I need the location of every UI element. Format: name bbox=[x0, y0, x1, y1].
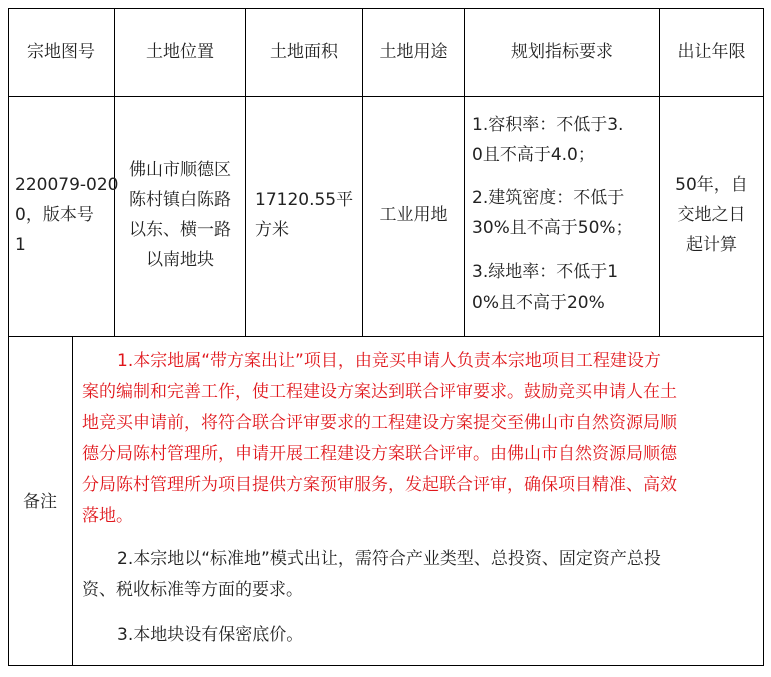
remark-note-1-line: 落地。 bbox=[82, 506, 133, 526]
remark-note-1-line: 地竞买申请前，将符合联合评审要求的工程建设方案提交至佛山市自然资源局顺 bbox=[82, 413, 677, 433]
remark-note-1-line: 分局陈村管理所为项目提供方案预审服务，发起联合评审，确保项目精准、高效 bbox=[82, 475, 677, 495]
plan-line: 30%且不高于50%； bbox=[472, 218, 633, 238]
border-row-bottom bbox=[8, 336, 764, 337]
parcel-id-line: 1 bbox=[15, 235, 26, 255]
remarks-divider bbox=[72, 336, 73, 666]
remark-note-1 bbox=[82, 346, 758, 532]
remark-note-2 bbox=[82, 544, 758, 606]
remark-note-3-line: 3.本地块设有保密底价。 bbox=[117, 625, 304, 645]
land-use: 工业用地 bbox=[379, 205, 448, 225]
plan-line: 3.绿地率：不低于1 bbox=[472, 262, 619, 282]
remark-note-2-line: 资、税收标准等方面的要求。 bbox=[82, 580, 303, 600]
parcel-id-line: 220079-020 bbox=[15, 175, 119, 195]
header-parcel-id: 宗地图号 bbox=[27, 42, 95, 62]
remark-note-3 bbox=[82, 620, 758, 651]
border-header-bottom bbox=[8, 96, 764, 97]
area-line: 方米 bbox=[255, 220, 289, 240]
header-location: 土地位置 bbox=[146, 42, 214, 62]
header-area: 土地面积 bbox=[270, 42, 338, 62]
plan-line: 2.建筑密度：不低于 bbox=[472, 188, 625, 208]
header-term: 出让年限 bbox=[677, 42, 746, 62]
border-top bbox=[8, 8, 764, 9]
term-line: 50年，自 bbox=[675, 175, 748, 195]
header-use: 土地用途 bbox=[379, 42, 448, 62]
remark-note-1-line: 1.本宗地属“带方案出让”项目，由竞买申请人负责本宗地项目工程建设方 bbox=[117, 351, 661, 371]
plan-line: 0且不高于4.0； bbox=[472, 145, 595, 165]
border-right bbox=[763, 8, 764, 666]
plan-line: 0%且不高于20% bbox=[472, 293, 605, 313]
border-bottom bbox=[8, 665, 764, 666]
remark-note-1-line: 案的编制和完善工作，使工程建设方案达到联合评审要求。鼓励竞买申请人在土 bbox=[82, 382, 677, 402]
plan-line: 1.容积率：不低于3. bbox=[472, 115, 624, 135]
location-line: 以东、横一路 bbox=[129, 220, 231, 240]
header-plan: 规划指标要求 bbox=[511, 42, 613, 62]
term-line: 起计算 bbox=[686, 235, 737, 255]
area-line: 17120.55平 bbox=[255, 190, 354, 210]
location-line: 以南地块 bbox=[146, 250, 214, 270]
remark-note-1-line: 德分局陈村管理所，申请开展工程建设方案联合评审。由佛山市自然资源局顺德 bbox=[82, 444, 677, 464]
remarks-label: 备注 bbox=[23, 492, 57, 512]
term-line: 交地之日 bbox=[677, 205, 746, 225]
location-line: 佛山市顺德区 bbox=[129, 160, 231, 180]
border-left bbox=[8, 8, 9, 666]
remark-note-2-line: 2.本宗地以“标准地”模式出让，需符合产业类型、总投资、固定资产总投 bbox=[117, 549, 661, 569]
parcel-id-line: 0，版本号 bbox=[15, 205, 94, 225]
location-line: 陈村镇白陈路 bbox=[129, 190, 231, 210]
